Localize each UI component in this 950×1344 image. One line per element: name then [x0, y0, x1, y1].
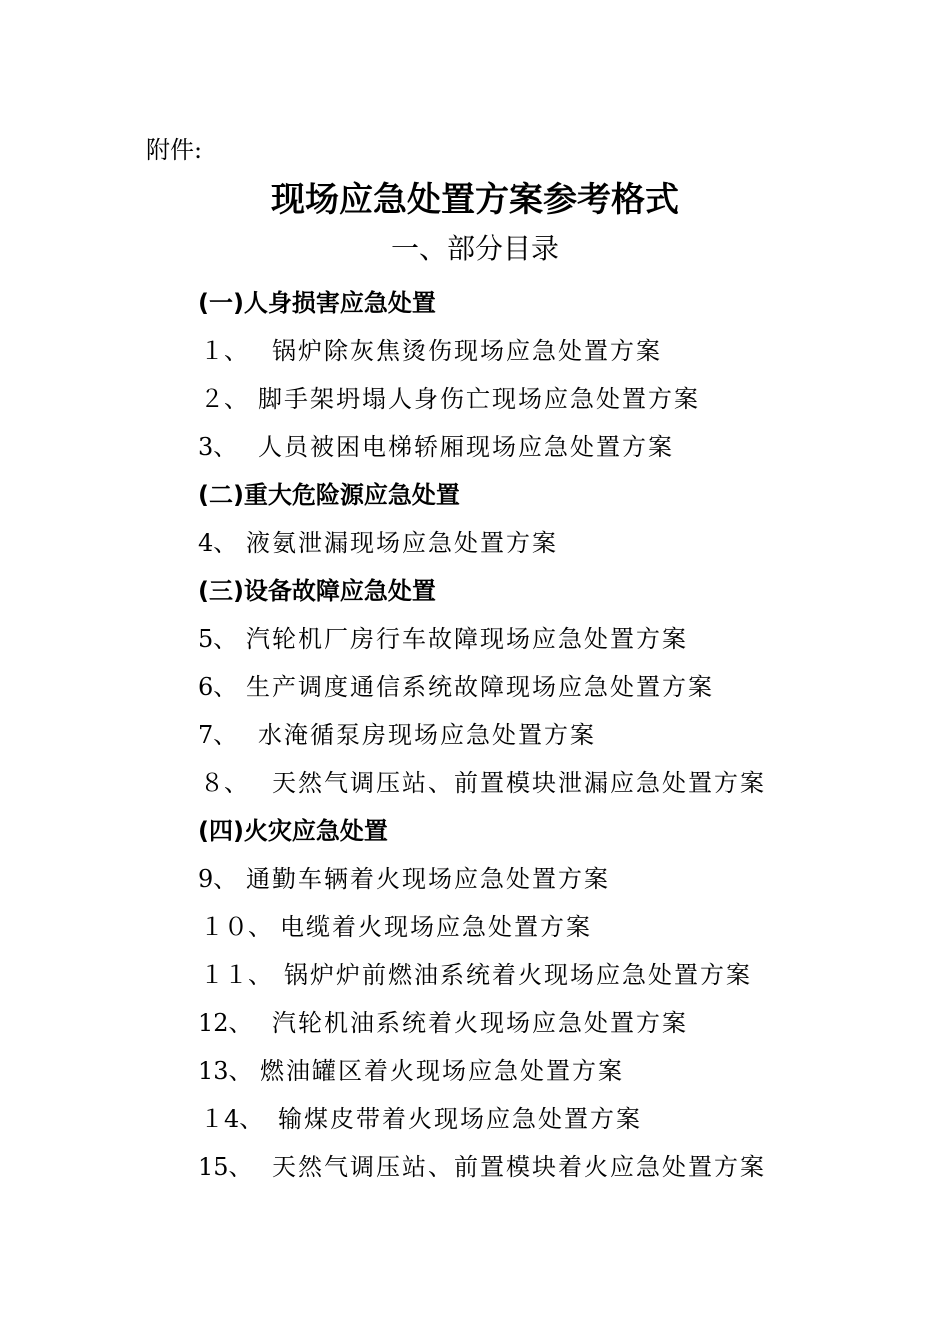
attachment-label: 附件: [146, 136, 203, 164]
list-item [200, 958, 752, 992]
list-item [198, 670, 714, 704]
section-heading-fire: (四)火灾应急处置 [198, 817, 388, 845]
list-item [200, 1102, 642, 1136]
document-subtitle: 一、部分目录 [390, 232, 559, 265]
item-text: 汽轮机厂房行车故障现场应急处置方案 [246, 625, 688, 653]
item-number: １１、 [200, 961, 272, 989]
list-item [198, 430, 674, 464]
item-number: 6、 [198, 673, 238, 701]
item-number: ２、 [200, 385, 248, 413]
item-number: 13、 [198, 1057, 253, 1085]
section-heading-major-hazards: (二)重大危险源应急处置 [198, 481, 460, 509]
item-text: 通勤车辆着火现场应急处置方案 [246, 865, 610, 893]
list-item [200, 910, 592, 944]
list-item [200, 766, 766, 800]
document-title: 现场应急处置方案参考格式 [271, 180, 679, 220]
item-text: 汽轮机油系统着火现场应急处置方案 [272, 1009, 688, 1037]
list-item [198, 1006, 688, 1040]
item-text: 水淹循泵房现场应急处置方案 [258, 721, 596, 749]
item-text: 燃油罐区着火现场应急处置方案 [260, 1057, 624, 1085]
item-number: 5、 [198, 625, 238, 653]
item-text: 生产调度通信系统故障现场应急处置方案 [246, 673, 714, 701]
item-number: 12、 [198, 1009, 253, 1037]
item-text: 人员被困电梯轿厢现场应急处置方案 [258, 433, 674, 461]
item-text: 天然气调压站、前置模块着火应急处置方案 [272, 1153, 766, 1181]
item-number: 3、 [198, 433, 238, 461]
list-item [198, 1150, 766, 1184]
item-text: 液氨泄漏现场应急处置方案 [246, 529, 558, 557]
item-number: １０、 [200, 913, 272, 941]
section-heading-equipment-failure: (三)设备故障应急处置 [198, 577, 436, 605]
item-text: 脚手架坍塌人身伤亡现场应急处置方案 [258, 385, 700, 413]
list-item [198, 622, 688, 656]
item-number: 9、 [198, 865, 238, 893]
item-number: １4、 [200, 1105, 264, 1133]
list-item [200, 334, 662, 368]
item-number: 15、 [198, 1153, 253, 1181]
item-text: 锅炉炉前燃油系统着火现场应急处置方案 [284, 961, 752, 989]
list-item [198, 718, 596, 752]
item-number: １、 [200, 337, 248, 365]
item-number: 7、 [198, 721, 238, 749]
list-item [198, 1054, 624, 1088]
item-text: 电缆着火现场应急处置方案 [280, 913, 592, 941]
list-item [198, 526, 558, 560]
item-text: 天然气调压站、前置模块泄漏应急处置方案 [272, 769, 766, 797]
item-number: 4、 [198, 529, 238, 557]
list-item [200, 382, 700, 416]
item-number: ８、 [200, 769, 248, 797]
list-item [198, 862, 610, 896]
section-heading-personal-injury: (一)人身损害应急处置 [198, 289, 436, 317]
item-text: 锅炉除灰焦烫伤现场应急处置方案 [272, 337, 662, 365]
item-text: 输煤皮带着火现场应急处置方案 [278, 1105, 642, 1133]
